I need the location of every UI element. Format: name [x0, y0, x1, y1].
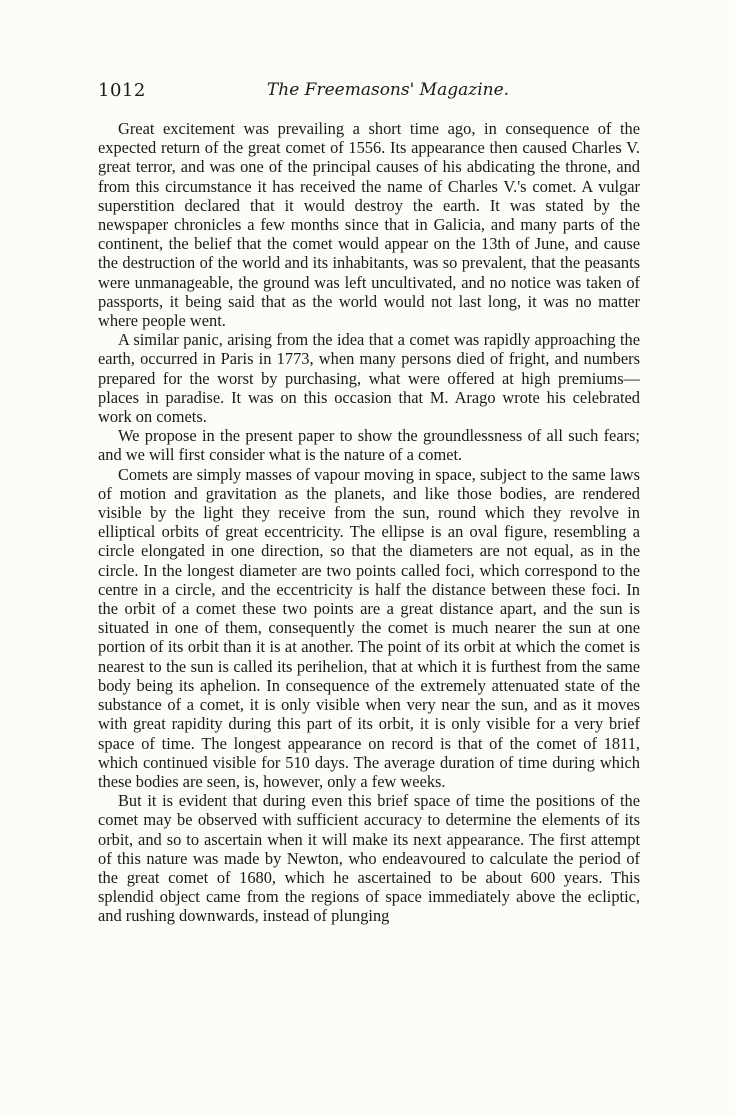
page-header	[98, 80, 638, 104]
paragraph-orbit-calculation: But it is evident that during even this brief space of time the positions of the comet may be observed with sufficient accuracy to determine the elements of its orbit, and so to ascertain when it will make its next appearance. The first attempt of this nature was made by Newton, who endeavoured to calculate the period of the great comet of 1680, which he ascertained to be about 600 years. This splendid object came from the regions of space immediately above the ecliptic, and rushing downwards, instead of plunging	[98, 791, 640, 926]
paragraph-paris-panic: A similar panic, arising from the idea that a comet was rapidly approaching the earth, occurred in Paris in 1773, when many persons died of fright, and numbers prepared for the worst by purchasing, what were offered at high premiums—places in paradise. It was on this occasion that M. Arago wrote his celebrated work on comets.	[98, 330, 640, 427]
article-body	[98, 119, 640, 926]
paragraph-purpose: We propose in the present paper to show the groundlessness of all such fears; and we will first consider what is the nature of a comet.	[98, 426, 640, 465]
paragraph-comet-excitement: Great excitement was prevailing a short time ago, in consequence of the expected return of the great comet of 1556. Its appearance then caused Charles V. great terror, and was one of the principal causes of his abdicating the throne, and from this circumstance it has received the name of Charles V.'s comet. A vulgar superstition declared that it would destroy the earth. It was stated by the newspaper chronicles a few months since that in Galicia, and many parts of the continent, the belief that the comet would appear on the 13th of June, and cause the destruction of the world and its inhabitants, was so prevalent, that the peasants were unmanageable, the ground was left uncultivated, and no notice was taken of passports, it being said that as the world would not last long, it was no matter where people went.	[98, 119, 640, 331]
running-title: The Freemasons' Magazine.	[266, 80, 510, 100]
page-number: 1012	[98, 80, 146, 101]
paragraph-nature-of-comets: Comets are simply masses of vapour moving in space, subject to the same laws of motion and gravitation as the planets, and like those bodies, are rendered visible by the light they receive from the sun, round which they revolve in elliptical orbits of great eccentricity. The ellipse is an oval figure, resembling a circle elongated in one direction, so that the diameters are not equal, as in the circle. In the longest diameter are two points called foci, which correspond to the centre in a circle, and the eccentricity is half the distance between these foci. In the orbit of a comet these two points are a great distance apart, and the sun is situated in one of them, consequently the comet is much nearer the sun at one portion of its orbit than it is at another. The point of its orbit at which the comet is nearest to the sun is called its perihelion, that at which it is furthest from the same body being its aphelion. In consequence of the extremely attenuated state of the substance of a comet, it is only visible when very near the sun, and as it moves with great rapidity during this part of its orbit, it is only visible for a very brief space of time. The longest appearance on record is that of the comet of 1811, which continued visible for 510 days. The average duration of time during which these bodies are seen, is, however, only a few weeks.	[98, 464, 640, 791]
